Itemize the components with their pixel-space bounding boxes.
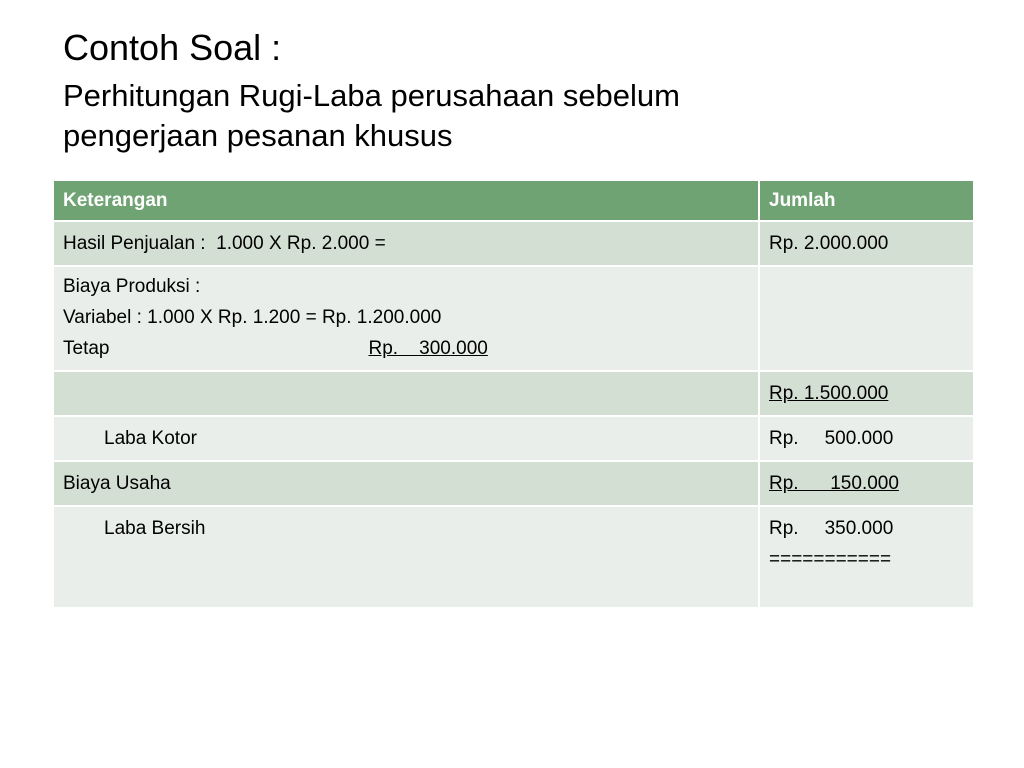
table-row-gross-profit	[53, 416, 974, 461]
header-jumlah: Jumlah	[759, 180, 974, 221]
net-profit-double-line: ===========	[769, 549, 892, 570]
production-fixed-line	[63, 333, 749, 364]
table-row-sales	[53, 221, 974, 266]
gross-profit-cell	[53, 416, 759, 461]
slide-title: Contoh Soal :	[63, 27, 282, 68]
gross-profit-label: Laba Kotor	[104, 428, 197, 449]
table-row-production	[53, 266, 974, 371]
production-cell	[53, 266, 759, 371]
table-row-net-profit	[53, 506, 974, 608]
production-total-value: Rp. 1.500.000	[769, 383, 889, 404]
net-profit-currency: Rp.	[769, 518, 799, 539]
net-profit-label: Laba Bersih	[104, 518, 206, 539]
table-row-operating-cost	[53, 461, 974, 506]
sales-description: Hasil Penjualan : 1.000 X Rp. 2.000 =	[53, 221, 759, 266]
slide-subtitle: Perhitungan Rugi-Laba perusahaan sebelum pengerjaan pesanan khusus	[63, 78, 680, 153]
production-variable: Variabel : 1.000 X Rp. 1.200 = Rp. 1.200.000	[63, 307, 442, 328]
production-fixed-amount: Rp. 300.000	[368, 338, 488, 359]
production-heading: Biaya Produksi :	[63, 276, 201, 297]
production-total-empty	[53, 371, 759, 416]
production-total-amount	[759, 371, 974, 416]
profit-loss-table	[52, 179, 975, 609]
title-block	[63, 26, 963, 156]
table-row-production-total	[53, 371, 974, 416]
operating-cost-label: Biaya Usaha	[53, 461, 759, 506]
operating-cost-amount	[759, 461, 974, 506]
net-profit-cell	[53, 506, 759, 608]
gross-profit-amount	[759, 416, 974, 461]
header-keterangan: Keterangan	[53, 180, 759, 221]
gross-profit-currency: Rp.	[769, 428, 799, 449]
net-profit-amount	[759, 506, 974, 608]
net-profit-value: 350.000	[824, 518, 894, 539]
operating-cost-value: Rp. 150.000	[769, 473, 899, 494]
net-profit-amount-line	[769, 513, 964, 544]
production-fixed-label: Tetap	[63, 338, 110, 359]
sales-amount: Rp. 2.000.000	[759, 221, 974, 266]
table-header-row	[53, 180, 974, 221]
gross-profit-value: 500.000	[824, 428, 894, 449]
production-amount-empty	[759, 266, 974, 371]
